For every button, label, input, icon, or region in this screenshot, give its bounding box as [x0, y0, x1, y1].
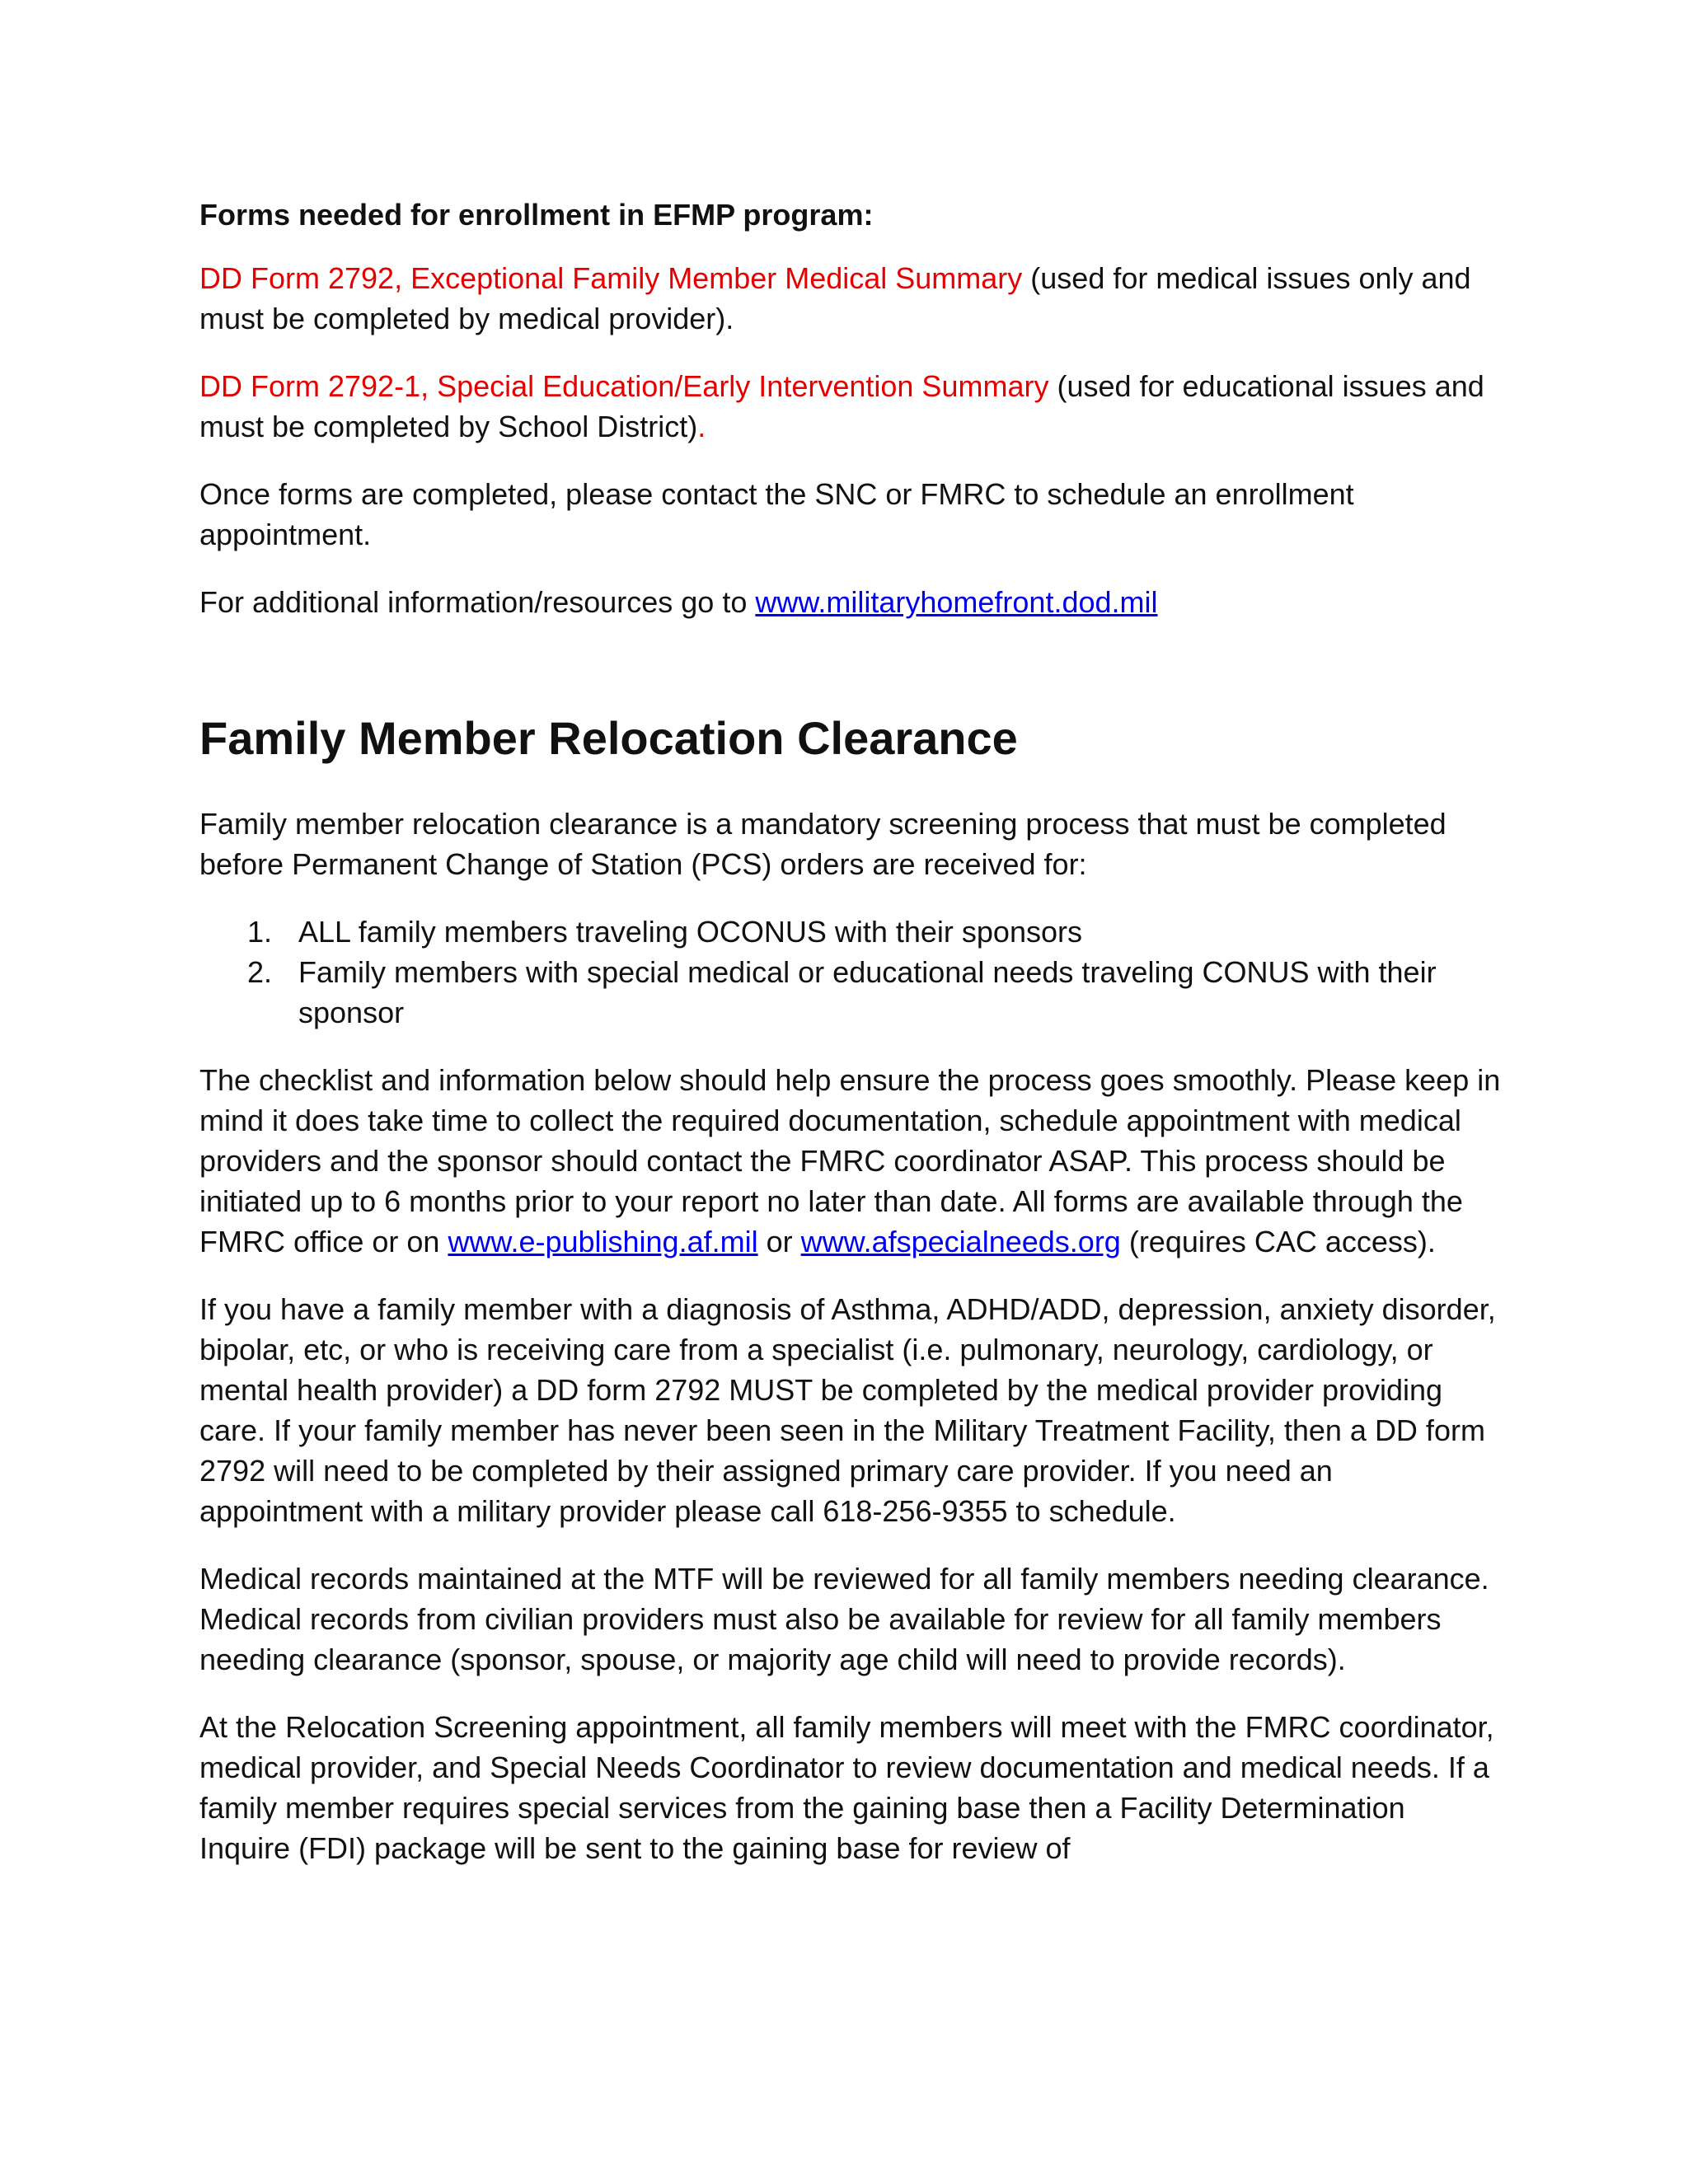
diagnosis-paragraph: If you have a family member with a diagnosis of Asthma, ADHD/ADD, depression, anxiety disorder, bipolar, etc, or who is receiving care from a specialist (i.e. pulmonary, neurology, cardiology, or mental health provider) a DD form 2792 MUST be completed by the medical provider providing care. If your family member has never been seen in the Military Treatment Facility, then a DD form 2792 will need to be completed by their assigned primary care provider. If you need an appointment with a military provider please call 618-256-9355 to schedule. [199, 1292, 1496, 1528]
form-2792-title: DD Form 2792, Exceptional Family Member Medical Summary [199, 261, 1023, 295]
form-2792-1-paragraph [199, 366, 1502, 447]
document-content [199, 194, 1502, 1896]
screening-appointment-paragraph: At the Relocation Screening appointment, all family members will meet with the FMRC coordinator, medical provider, and Special Needs Coordinator to review documentation and medical needs. If a family member requires special services from the gaining base then a Facility Determination Inquire (FDI) package will be sent to the gaining base for review of [199, 1710, 1494, 1865]
enrollment-contact-paragraph: Once forms are completed, please contact the SNC or FMRC to schedule an enrollment appointment. [199, 477, 1354, 551]
e-publishing-link[interactable]: www.e-publishing.af.mil [448, 1225, 758, 1258]
checklist-text: The checklist and information below should help ensure the process goes smoothly. Please keep in mind it does take time to collect the required documentation, schedule appointment with medical providers and the sponsor should contact the FMRC coordinator ASAP. This process should be initiated up to 6 months prior to your report no later than date. All forms are available through the FMRC office or on [199, 1063, 1501, 1258]
list-item-text: ALL family members traveling OCONUS with their sponsors [298, 915, 1082, 949]
form-2792-description: (used for medical issues only and must be completed by medical provider). [199, 261, 1471, 335]
form-2792-1-description: (used for educational issues and must be completed by School District) [199, 369, 1484, 443]
relocation-clearance-title: Family Member Relocation Clearance [199, 712, 1018, 764]
efmp-forms-heading: Forms needed for enrollment in EFMP program: [199, 198, 874, 232]
list-item-text: Family members with special medical or educational needs traveling CONUS with their sponsor [298, 955, 1437, 1029]
list-item [199, 912, 1502, 952]
list-item [199, 952, 1502, 1033]
additional-info-text: For additional information/resources go to [199, 585, 756, 619]
link-separator: or [757, 1225, 801, 1258]
checklist-suffix: (requires CAC access). [1120, 1225, 1436, 1258]
checklist-paragraph [199, 1060, 1502, 1262]
militaryhomefront-link[interactable]: www.militaryhomefront.dod.mil [755, 585, 1158, 619]
form-2792-1-title: DD Form 2792-1, Special Education/Early Intervention Summary [199, 369, 1049, 403]
afspecialneeds-link[interactable]: www.afspecialneeds.org [800, 1225, 1121, 1258]
medical-records-paragraph: Medical records maintained at the MTF will be reviewed for all family members needing clearance. Medical records from civilian providers must also be available for review for all family members needing clearance (sponsor, spouse, or majority age child will need to provide records). [199, 1562, 1489, 1676]
list-item-number: 2. [247, 955, 273, 989]
relocation-criteria-list [199, 912, 1502, 1033]
relocation-intro-paragraph: Family member relocation clearance is a mandatory screening process that must be completed before Permanent Change of Station (PCS) orders are received for: [199, 807, 1447, 881]
form-2792-paragraph [199, 258, 1502, 339]
additional-info-paragraph [199, 582, 1502, 622]
list-item-number: 1. [247, 915, 273, 949]
form-2792-1-period: . [697, 410, 706, 443]
